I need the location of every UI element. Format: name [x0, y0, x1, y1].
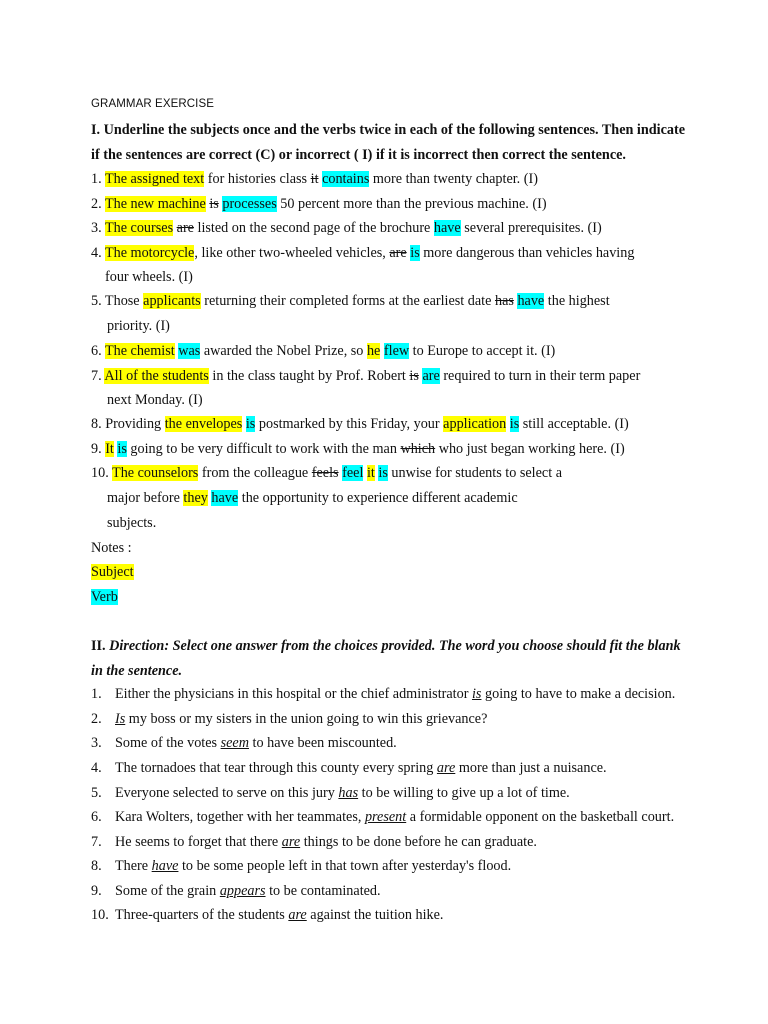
sentence-text: returning their completed forms at the earliest date: [200, 293, 495, 309]
notes-label: Notes :: [91, 540, 132, 556]
item-text: Some of the votes: [115, 735, 221, 751]
sentence-number: 5. Those: [91, 293, 144, 309]
sentence-number: 1.: [91, 171, 105, 187]
struck-word: has: [494, 293, 514, 309]
item-text: things to be done before he can graduate.: [300, 834, 537, 850]
sentence-text: going to be very difficult to work with the man: [126, 441, 401, 457]
sentence-4: [91, 245, 634, 262]
answer-word: are: [281, 834, 301, 850]
answer-word: is: [471, 686, 482, 702]
struck-word: are: [176, 220, 194, 236]
verb-highlight: have: [211, 490, 239, 506]
verb-highlight: is: [117, 441, 127, 457]
section2-direction-label: Direction: [109, 638, 165, 654]
sentence-number: 4.: [91, 245, 105, 261]
sentence-1: [91, 171, 538, 188]
list-item: [91, 834, 537, 851]
item-number: 8.: [91, 858, 102, 874]
list-item: [91, 735, 397, 752]
list-item: [91, 809, 674, 826]
sentence-number: 6.: [91, 343, 105, 359]
item-text: Three-quarters of the students: [115, 907, 289, 923]
answer-word: have: [151, 858, 179, 874]
item-text: The tornadoes that tear through this county every spring: [115, 760, 437, 776]
item-number: 3.: [91, 735, 102, 751]
item-text: He seems to forget that there: [115, 834, 282, 850]
sentence-text: from the colleague: [198, 465, 312, 481]
item-text: my boss or my sisters in the union going to win this grievance?: [125, 711, 488, 727]
document-title: GRAMMAR EXERCISE: [91, 98, 215, 110]
sentence-text: more dangerous than vehicles having: [419, 245, 635, 261]
sentence-text: listed on the second page of the brochure: [193, 220, 434, 236]
item-text: Kara Wolters, together with her teammates,: [115, 809, 365, 825]
sentence-5-continuation: priority. (I): [107, 318, 170, 334]
subject-highlight: The new machine: [104, 196, 206, 212]
sentence-text: major before: [107, 490, 184, 506]
sentence-text: in the class taught by Prof. Robert: [208, 368, 410, 384]
item-text: to have been miscounted.: [248, 735, 397, 751]
subject-highlight: the envelopes: [164, 416, 243, 432]
item-text: going to have to make a decision.: [481, 686, 676, 702]
verb-highlight: are: [422, 368, 440, 384]
sentence-3: [91, 220, 602, 237]
struck-word: is: [209, 196, 219, 212]
sentence-9: [91, 441, 625, 458]
item-text: There: [115, 858, 152, 874]
sentence-5: [91, 293, 610, 310]
sentence-text: unwise for students to select a: [387, 465, 562, 481]
verb-highlight: processes: [222, 196, 277, 212]
item-text: Some of the grain: [115, 883, 220, 899]
subject-highlight: students: [162, 368, 209, 384]
sentence-number: 7.: [91, 368, 105, 384]
list-item: [91, 883, 381, 900]
sentence-text: for histories class: [204, 171, 311, 187]
verb-highlight: was: [178, 343, 201, 359]
sentence-text: 50 percent more than the previous machine. (I): [276, 196, 547, 212]
item-number: 9.: [91, 883, 102, 899]
sentence-text: , like other two-wheeled vehicles,: [194, 245, 390, 261]
list-item: [91, 711, 487, 728]
legend-subject: [91, 564, 134, 581]
subject-highlight: it: [366, 465, 375, 481]
item-text: to be willing to give up a lot of time.: [358, 785, 570, 801]
sentence-text: to Europe to accept it. (I): [409, 343, 556, 359]
sentence-4-continuation: four wheels. (I): [105, 269, 193, 285]
section2-direction-text: : Select one answer from the choices provided. The word you choose should fit the blank: [164, 638, 681, 654]
section2-number: II.: [91, 638, 110, 654]
legend-subject-swatch: Subject: [91, 564, 134, 580]
item-text: more than just a nuisance.: [455, 760, 607, 776]
subject-highlight: The motorcycle: [104, 245, 195, 261]
subject-highlight: he: [366, 343, 381, 359]
verb-highlight: flew: [383, 343, 410, 359]
legend-verb-swatch: Verb: [91, 589, 118, 605]
sentence-10: [91, 465, 562, 482]
item-text: a formidable opponent on the basketball court.: [406, 809, 675, 825]
sentence-text: more than twenty chapter. (I): [369, 171, 538, 187]
sentence-text: awarded the Nobel Prize, so: [200, 343, 367, 359]
answer-word: are: [288, 907, 307, 923]
subject-highlight: The assigned text: [104, 171, 205, 187]
struck-word: is: [409, 368, 419, 384]
sentence-7: [91, 368, 640, 385]
struck-word: which: [400, 441, 436, 457]
verb-highlight: feel: [342, 465, 364, 481]
section1-heading-line1: I. Underline the subjects once and the verbs twice in each of the following sentences. Then indicate: [91, 122, 686, 138]
list-item: [91, 686, 675, 703]
sentence-number: 8. Providing: [91, 416, 165, 432]
sentence-text: who just began working here. (I): [435, 441, 625, 457]
subject-highlight: application: [443, 416, 507, 432]
item-number: 4.: [91, 760, 102, 776]
answer-word: Is: [115, 711, 126, 727]
answer-word: has: [338, 785, 359, 801]
item-text: against the tuition hike.: [306, 907, 444, 923]
sentence-text: the opportunity to experience different academic: [238, 490, 518, 506]
answer-word: present: [364, 809, 407, 825]
item-number: 2.: [91, 711, 102, 727]
subject-highlight: The courses: [104, 220, 174, 236]
subject-highlight: All of the: [104, 368, 159, 384]
answer-word: appears: [219, 883, 266, 899]
item-text: to be contaminated.: [265, 883, 381, 899]
list-item: [91, 760, 607, 777]
subject-highlight: they: [183, 490, 208, 506]
list-item: [91, 907, 443, 924]
verb-highlight: have: [433, 220, 461, 236]
sentence-text: several prerequisites. (I): [460, 220, 602, 236]
verb-highlight: is: [509, 416, 520, 432]
sentence-2: [91, 196, 547, 213]
sentence-number: 3.: [91, 220, 105, 236]
subject-highlight: The counselors: [112, 465, 199, 481]
item-number: 6.: [91, 809, 102, 825]
item-number: 10.: [91, 907, 109, 923]
section2-heading-line2: in the sentence.: [91, 663, 183, 679]
verb-highlight: is: [245, 416, 256, 432]
sentence-10-continuation-2: subjects.: [107, 515, 157, 531]
verb-highlight: contains: [322, 171, 370, 187]
subject-highlight: It: [105, 441, 114, 457]
item-text: Everyone selected to serve on this jury: [115, 785, 339, 801]
item-text: Either the physicians in this hospital or the chief administrator: [115, 686, 472, 702]
sentence-text: still acceptable. (I): [519, 416, 629, 432]
answer-word: are: [436, 760, 456, 776]
sentence-7-continuation: next Monday. (I): [107, 392, 203, 408]
struck-word: are: [389, 245, 407, 261]
sentence-text: required to turn in their term paper: [439, 368, 641, 384]
legend-verb: [91, 589, 118, 606]
verb-highlight: is: [378, 465, 388, 481]
list-item: [91, 785, 570, 802]
item-number: 5.: [91, 785, 102, 801]
section1-heading-line2: if the sentences are correct (C) or incorrect ( I) if it is incorrect then correct the sentence.: [91, 147, 626, 163]
sentence-number: 2.: [91, 196, 105, 212]
sentence-text: postmarked by this Friday, your: [255, 416, 444, 432]
verb-highlight: is: [410, 245, 420, 261]
subject-highlight: applicants: [143, 293, 201, 309]
sentence-8: [91, 416, 629, 433]
answer-word: seem: [220, 735, 249, 751]
sentence-text: the highest: [544, 293, 610, 309]
subject-highlight: The chemist: [104, 343, 175, 359]
item-number: 1.: [91, 686, 102, 702]
sentence-number: 9.: [91, 441, 106, 457]
sentence-10-continuation-1: [107, 490, 518, 507]
sentence-6: [91, 343, 555, 360]
verb-highlight: have: [517, 293, 545, 309]
list-item: [91, 858, 511, 875]
struck-word: it: [310, 171, 319, 187]
item-text: to be some people left in that town after yesterday's flood.: [178, 858, 512, 874]
struck-word: feels: [311, 465, 339, 481]
item-number: 7.: [91, 834, 102, 850]
section2-heading-line1: [91, 638, 681, 655]
sentence-number: 10.: [91, 465, 113, 481]
